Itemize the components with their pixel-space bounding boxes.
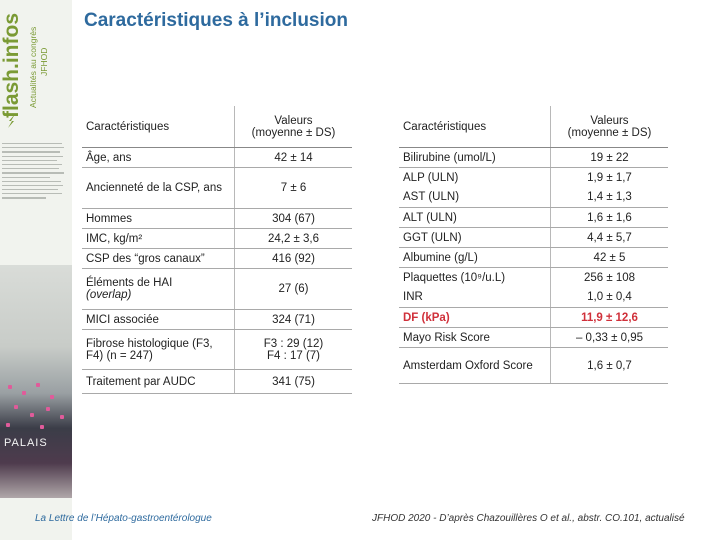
table-row [399,208,668,228]
sidebar [0,0,72,540]
table-row [399,168,668,188]
table-row [399,228,668,248]
row-label: CSP des “gros canaux” [82,249,235,269]
right-table [399,106,668,384]
table-row [82,249,352,269]
photo-caption: PALAIS [4,437,48,449]
table-row [399,248,668,268]
row-value: 7 ± 6 [235,168,353,209]
row-value: 19 ± 22 [551,148,669,168]
footer-source: JFHOD 2020 - D’après Chazouillères O et al., abstr. CO.101, actualisé [372,513,685,524]
row-label: MICI associée [82,310,235,330]
row-label: ALP (ULN) [403,171,459,184]
row-value: 304 (67) [235,209,353,229]
row-value: 324 (71) [235,310,353,330]
row-value: 27 (6) [235,269,353,310]
left-header-characteristics: Caractéristiques [82,106,235,148]
row-value-1: F3 : 29 (12) [263,337,324,350]
row-value: – 0,33 ± 0,95 [551,328,669,348]
row-label: AST (ULN) [399,188,551,208]
row-label-sub: (overlap) [86,289,132,301]
row-value-2: F4 : 17 (7) [266,349,321,362]
row-value: 1,9 ± 1,7 [551,168,669,188]
table-row [399,308,668,328]
row-label: IMC, kg/m² [82,229,235,249]
table-row [82,310,352,330]
row-value: 24,2 ± 3,6 [235,229,353,249]
row-label: GGT (ULN) [399,228,551,248]
table-row [82,229,352,249]
table-row [399,288,668,308]
row-label-highlight: DF (kPa) [399,308,551,328]
table-row [399,328,668,348]
logo-tagline-2: JFHOD [39,47,49,76]
footer-journal: La Lettre de l’Hépato-gastroentérologue [35,513,212,524]
row-value: 256 ± 108 [551,268,669,288]
right-header-values-text: Valeurs (moyenne ± DS) [567,114,652,139]
row-value: 42 ± 5 [551,248,669,268]
row-value: 1,4 ± 1,3 [551,188,669,208]
left-header-values-text: Valeurs (moyenne ± DS) [251,114,336,139]
row-value: 1,6 ± 0,7 [551,348,669,384]
left-table [82,106,352,394]
row-value: 416 (92) [235,249,353,269]
row-value: 42 ± 14 [235,148,353,168]
table-row [82,370,352,394]
logo-text: flash.infos [0,12,23,118]
row-value [235,330,353,370]
building-photo [0,265,72,498]
row-value: 4,4 ± 5,7 [551,228,669,248]
right-header-characteristics: Caractéristiques [399,106,551,148]
table-row [82,209,352,229]
left-header-values [235,106,353,148]
right-header-values [551,106,669,148]
row-label: Hommes [82,209,235,229]
table-row [82,269,352,310]
row-label: Mayo Risk Score [399,328,551,348]
row-label: Traitement par AUDC [82,370,235,394]
row-label: Albumine (g/L) [399,248,551,268]
table-row [82,330,352,370]
row-label: Ancienneté de la CSP, ans [82,168,235,209]
table-row [399,188,668,208]
row-label: INR [399,288,551,308]
sidebar-fineprint [2,140,68,260]
flash-infos-logo [0,0,70,130]
row-label: Âge, ans [82,148,235,168]
page-title: Caractéristiques à l’inclusion [84,10,348,31]
row-label: Amsterdam Oxford Score [399,348,551,384]
row-value-highlight: 11,9 ± 12,6 [551,308,669,328]
row-label: ALT (ULN) [399,208,551,228]
table-row [82,148,352,168]
row-value: 341 (75) [235,370,353,394]
row-label: Bilirubine (umol/L) [399,148,551,168]
table-row [82,168,352,209]
table-row [399,148,668,168]
row-value: 1,6 ± 1,6 [551,208,669,228]
row-label: Plaquettes (10⁹/u.L) [403,271,506,284]
table-row [399,268,668,288]
row-label [82,269,235,310]
logo-tagline-1: Actualités au congrès [28,26,38,108]
table-row [399,348,668,384]
row-label-main: Éléments de HAI [86,277,173,289]
row-label: Fibrose histologique (F3, F4) (n = 247) [82,330,235,370]
row-value: 1,0 ± 0,4 [551,288,669,308]
